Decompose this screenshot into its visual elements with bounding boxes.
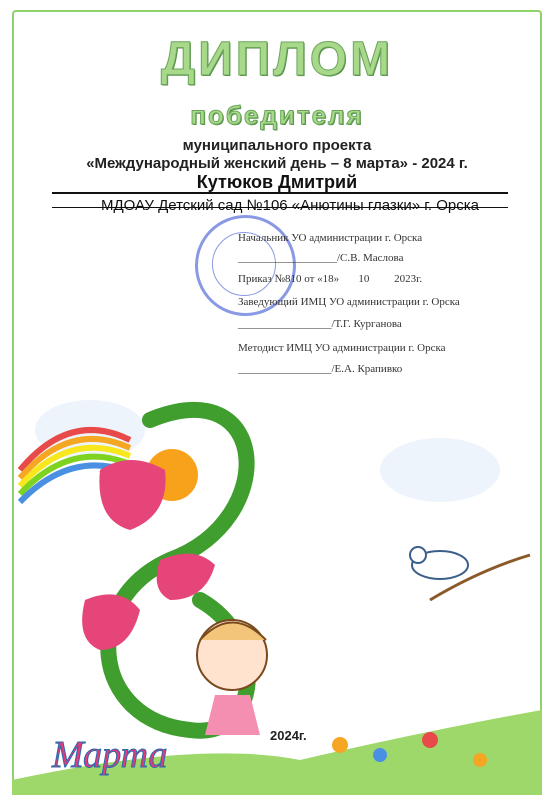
bird-icon [410,547,468,579]
signature-line-5: _________________/Т.Г. Курганова [238,318,402,330]
certificate-subtitle: победителя [190,100,364,130]
flower-icon [473,753,487,767]
signature-line-1: Начальник УО администрации г. Орска [238,232,423,244]
signature-line-2: __________________/С.В. Маслова [238,252,404,264]
flower-icon [422,732,438,748]
girl-icon [197,620,267,735]
certificate-year: 2024г. [270,728,307,743]
tulip-icon [82,460,215,650]
signature-line-7: _________________/Е.А. Крапивко [238,363,403,375]
recipient-name: Кутюков Дмитрий [196,172,358,192]
certificate-title: ДИПЛОМ [160,33,394,86]
project-line-2: «Международный женский день – 8 марта» - 2024 г. [86,155,468,172]
flower-icon [332,737,348,753]
signature-line-6: Методист ИМЦ УО администрации г. Орска [238,342,446,354]
march-script-text: Марта [52,734,168,776]
cloud-icon [380,438,500,502]
project-line-1: муниципального проекта [182,137,372,154]
signature-line-4: Заведующий ИМЦ УО администрации г. Орска [238,296,460,308]
recipient-organization: МДОАУ Детский сад №106 «Анютины глазки» г. Орска [101,197,479,214]
signature-line-3: Приказ №810 от «18» 10 2023г. [238,273,423,285]
flower-icon [373,748,387,762]
